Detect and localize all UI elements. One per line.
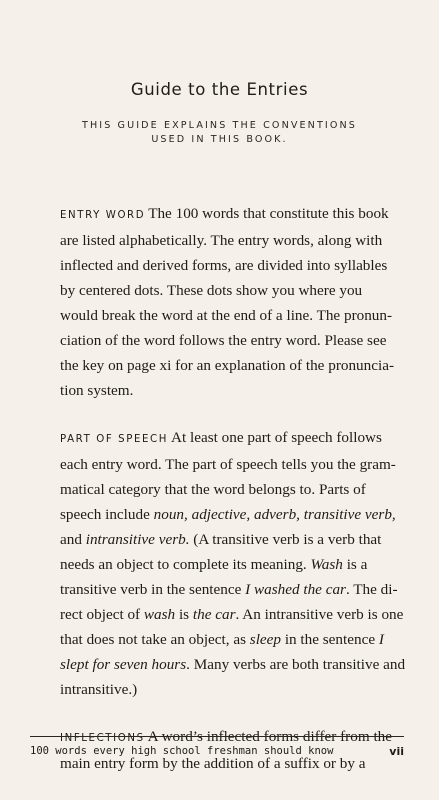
italic-text: wash: [143, 606, 176, 623]
body-text: speech include: [60, 506, 154, 523]
body-text: (A transitive verb is a verb that: [189, 531, 382, 548]
body-text: inflected and derived forms, are divided into syllables: [60, 257, 388, 274]
page-footer: [30, 736, 404, 757]
body-text: The 100 words that constitute this book: [148, 205, 389, 222]
body-text: intransitive.): [60, 681, 138, 698]
body-text: the key on page xi for an explanation of the pronuncia-: [60, 357, 395, 374]
section-heading: ENTRY WORD: [60, 210, 146, 221]
body-text: main entry form by the addition of a suffix or by a: [60, 755, 366, 772]
body-text: ciation of the word follows the entry word. Please see: [60, 332, 387, 349]
page-title: Guide to the Entries: [130, 80, 309, 99]
body-text: needs an object to complete its meaning.: [60, 556, 311, 573]
subtitle-line: THIS GUIDE EXPLAINS THE CONVENTIONS: [82, 120, 357, 131]
body-text: by centered dots. These dots show you where you: [60, 282, 363, 299]
body-text: in the sentence: [281, 631, 379, 648]
italic-text: I washed the car: [245, 581, 346, 598]
body-text: At least one part of speech follows: [171, 429, 382, 446]
body-text: are listed alphabetically. The entry words, along with: [60, 232, 383, 249]
italic-text: intransitive verb.: [85, 531, 190, 548]
body-text: and: [60, 531, 86, 548]
body-text: . The di-: [345, 581, 398, 598]
part-of-speech-section: [60, 425, 406, 702]
italic-text: noun, adjective, adverb, transitive verb,: [153, 506, 396, 523]
subtitle-line: USED IN THIS BOOK.: [151, 134, 288, 145]
section-heading: INFLECTIONS: [60, 733, 145, 744]
italic-text: Wash: [310, 556, 343, 573]
body-text: rect object of: [60, 606, 144, 623]
body-text: is: [175, 606, 193, 623]
body-text: that does not take an object, as: [60, 631, 250, 648]
italic-text: sleep: [249, 631, 282, 648]
italic-text: slept for seven hours: [60, 656, 187, 673]
body-text: would break the word at the end of a line. The pronun-: [60, 307, 393, 324]
italic-text: the car: [192, 606, 236, 623]
body-text: transitive verb in the sentence: [60, 581, 246, 598]
body-text: A word’s inflected forms differ from the: [147, 728, 392, 745]
entry-word-section: [60, 201, 396, 403]
body-text: . An intransitive verb is one: [235, 606, 404, 623]
page-subtitle: [0, 119, 439, 147]
body-text: each entry word. The part of speech tells you the gram-: [60, 456, 396, 473]
body-text: . Many verbs are both transitive and: [186, 656, 406, 673]
running-title: 100 words every high school freshman should know: [30, 745, 334, 757]
section-heading: PART OF SPEECH: [60, 434, 169, 445]
page-number: vii: [389, 745, 404, 758]
body-text: matical category that the word belongs to. Parts of: [60, 481, 366, 498]
body-text: is a: [342, 556, 368, 573]
body-text: tion system.: [60, 382, 134, 399]
italic-text: I: [378, 631, 384, 648]
